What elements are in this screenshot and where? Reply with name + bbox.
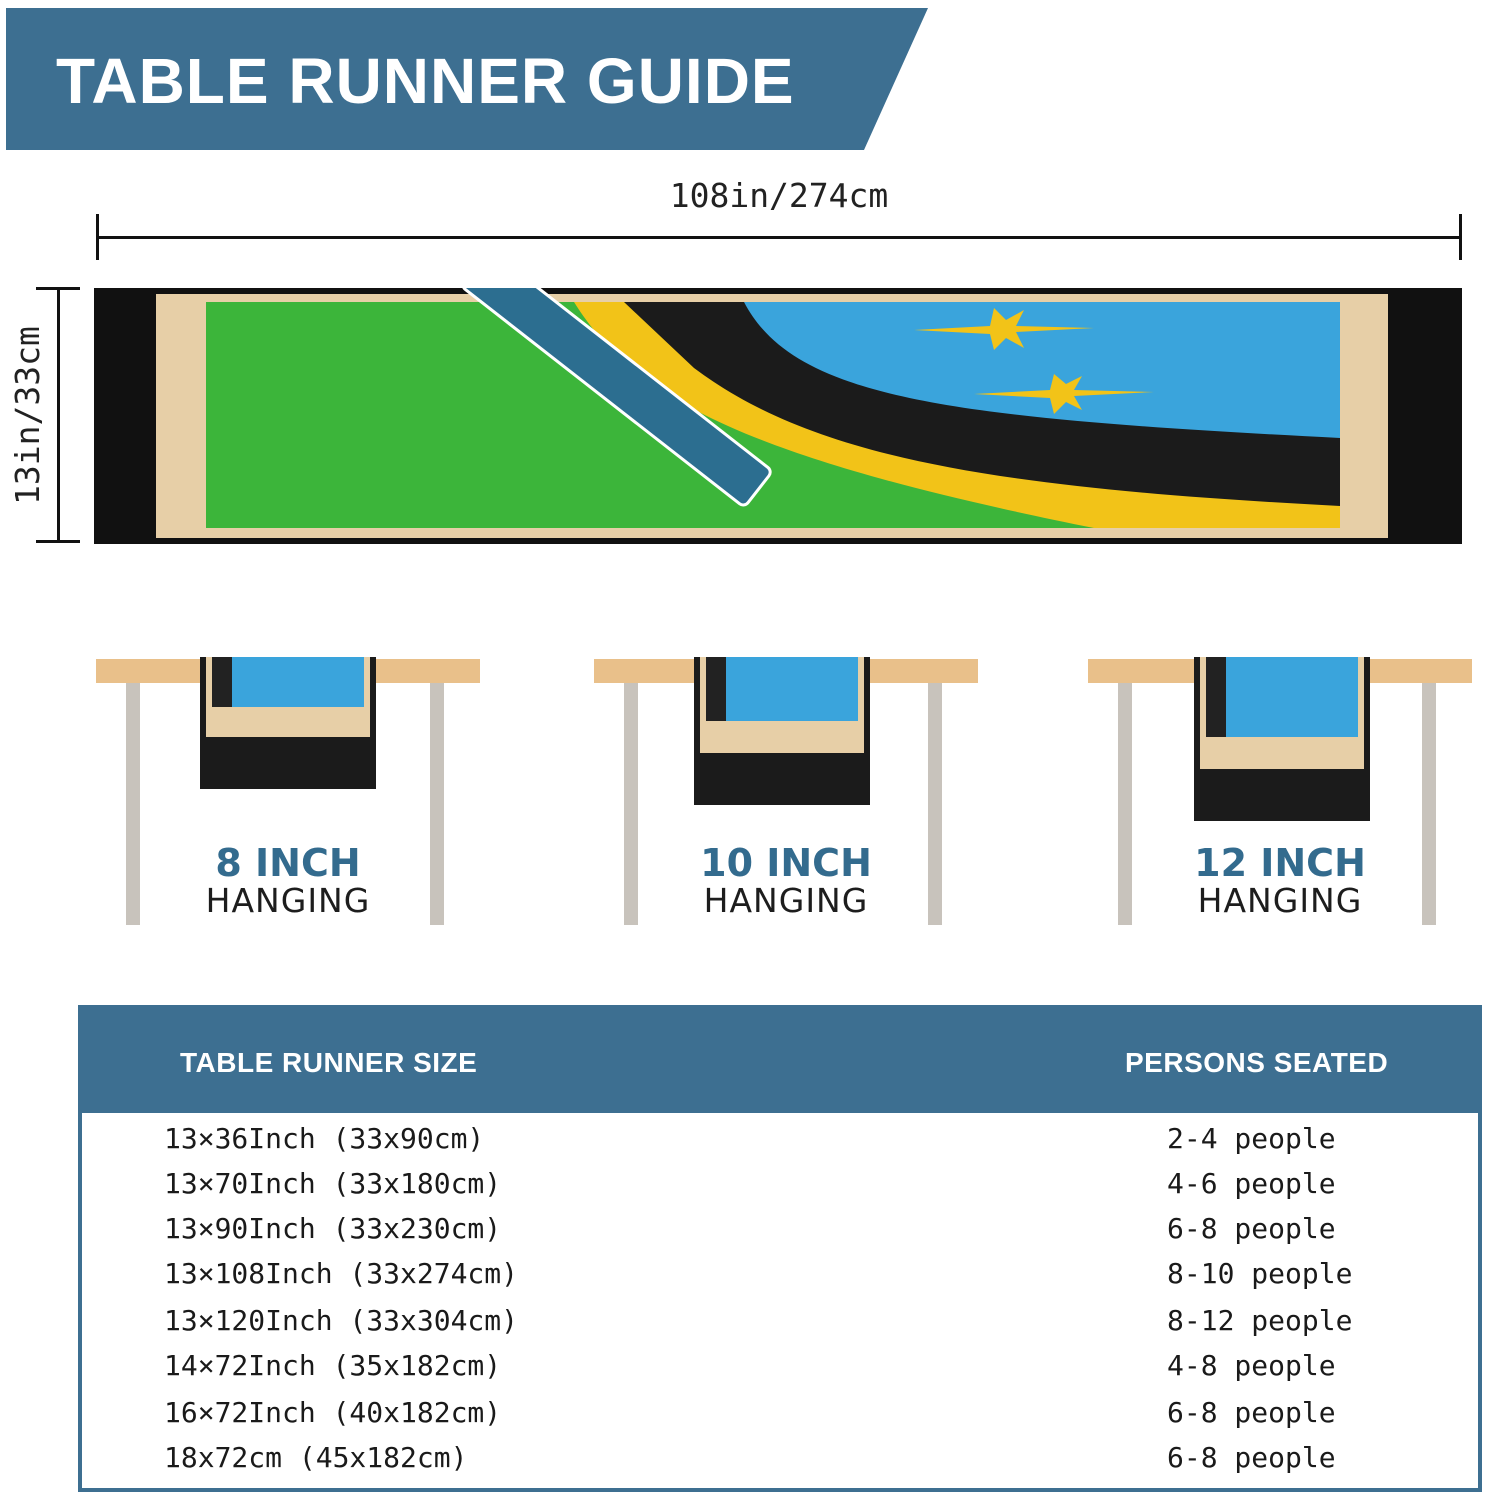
hanging-label: HANGING bbox=[703, 881, 869, 920]
hanging-size-label: 8 INCH bbox=[215, 841, 361, 885]
hanging-8-inch-illustration bbox=[96, 655, 480, 925]
title-banner bbox=[6, 8, 928, 150]
size-cell: 16×72Inch (40x182cm) bbox=[164, 1396, 502, 1429]
size-cell: 18x72cm (45x182cm) bbox=[164, 1441, 468, 1474]
size-table-header bbox=[82, 1009, 1478, 1113]
hanging-10-inch-illustration bbox=[594, 655, 978, 925]
persons-cell: 4-6 people bbox=[1167, 1167, 1336, 1200]
table-row bbox=[82, 1257, 1478, 1301]
size-cell: 14×72Inch (35x182cm) bbox=[164, 1349, 502, 1382]
hanging-size-label: 10 INCH bbox=[700, 841, 872, 885]
size-cell: 13×90Inch (33x230cm) bbox=[164, 1212, 502, 1245]
persons-cell: 8-12 people bbox=[1167, 1304, 1353, 1337]
hanging-size-label: 12 INCH bbox=[1194, 841, 1366, 885]
table-row bbox=[82, 1441, 1478, 1485]
height-dimension-label: 13in/33cm bbox=[8, 326, 47, 505]
hanging-label: HANGING bbox=[205, 881, 371, 920]
size-cell: 13×108Inch (33x274cm) bbox=[164, 1257, 519, 1290]
table-runner-image bbox=[94, 288, 1462, 544]
table-row bbox=[82, 1304, 1478, 1348]
table-row bbox=[82, 1122, 1478, 1166]
width-dimension-label: 108in/274cm bbox=[669, 176, 889, 215]
table-row bbox=[82, 1349, 1478, 1393]
table-row bbox=[82, 1212, 1478, 1256]
size-table bbox=[78, 1005, 1482, 1492]
persons-cell: 6-8 people bbox=[1167, 1212, 1336, 1245]
column-header-persons: PERSONS SEATED bbox=[1125, 1047, 1389, 1078]
persons-cell: 4-8 people bbox=[1167, 1349, 1336, 1382]
table-row bbox=[82, 1167, 1478, 1211]
persons-cell: 8-10 people bbox=[1167, 1257, 1353, 1290]
hanging-label: HANGING bbox=[1197, 881, 1363, 920]
size-cell: 13×36Inch (33x90cm) bbox=[164, 1122, 485, 1155]
width-dimension-line bbox=[96, 214, 1462, 260]
persons-cell: 6-8 people bbox=[1167, 1441, 1336, 1474]
size-cell: 13×120Inch (33x304cm) bbox=[164, 1304, 519, 1337]
size-cell: 13×70Inch (33x180cm) bbox=[164, 1167, 502, 1200]
table-row bbox=[82, 1396, 1478, 1440]
persons-cell: 2-4 people bbox=[1167, 1122, 1336, 1155]
column-header-size: TABLE RUNNER SIZE bbox=[180, 1047, 478, 1078]
hanging-12-inch-illustration bbox=[1088, 655, 1472, 925]
persons-cell: 6-8 people bbox=[1167, 1396, 1336, 1429]
page-title: TABLE RUNNER GUIDE bbox=[56, 45, 795, 117]
